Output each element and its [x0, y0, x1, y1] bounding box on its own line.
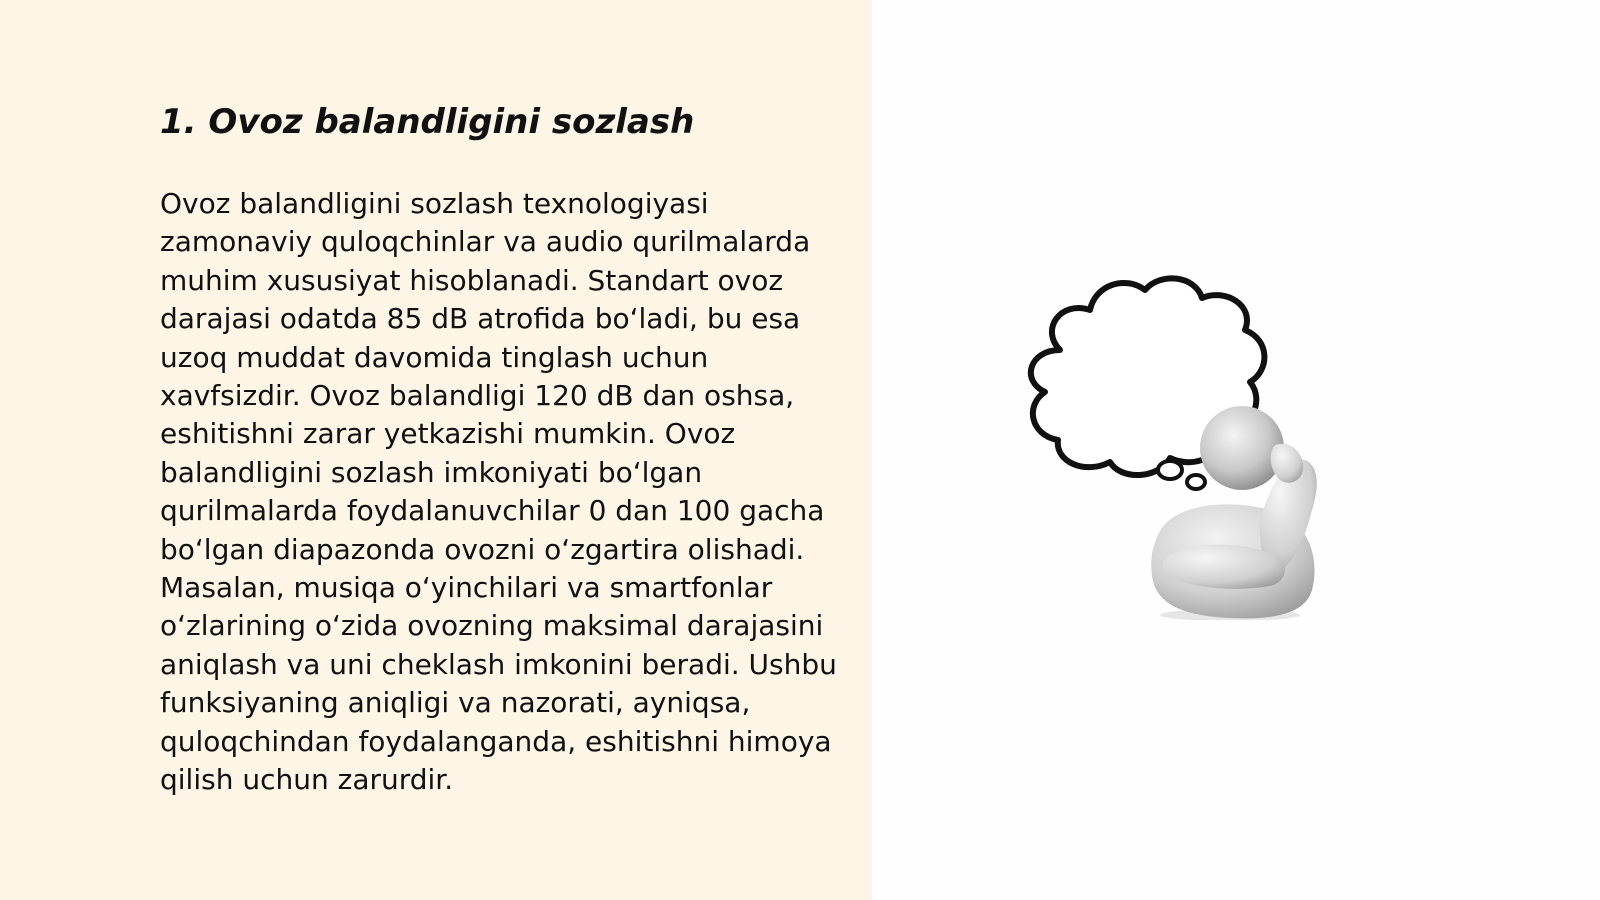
slide-body-text: Ovoz balandligini sozlash texnologiyasi zamonaviy quloqchinlar va audio qurilmalarda muhim xususiyat hisoblanadi. Standart ovoz darajasi odatda 85 dB atrofida bo‘ladi, bu esa uzoq muddat davomida tinglash uchun xavfsizdir. Ovoz balandligi 120 dB dan oshsa, eshitishni zarar yetkazishi mumkin. Ovoz balandligini sozlash imkoniyati bo‘lgan qurilmalarda foydalanuvchilar 0 dan 100 gacha bo‘lgan diapazonda ovozni o‘zgartira olishadi. Masalan, musiqa o‘yinchilari va smartfonlar o‘zlarining o‘zida ovozning maksimal darajasini aniqlash va uni cheklash imkonini beradi. Ushbu funksiyaning aniqligi va nazorati, ayniqsa, quloqchindan foydalanganda, eshitishni himoya qilish uchun zarurdir.: [160, 187, 837, 797]
thinking-person-icon: [1020, 270, 1350, 620]
slide-title: 1. Ovoz balandligini sozlash: [160, 102, 695, 142]
